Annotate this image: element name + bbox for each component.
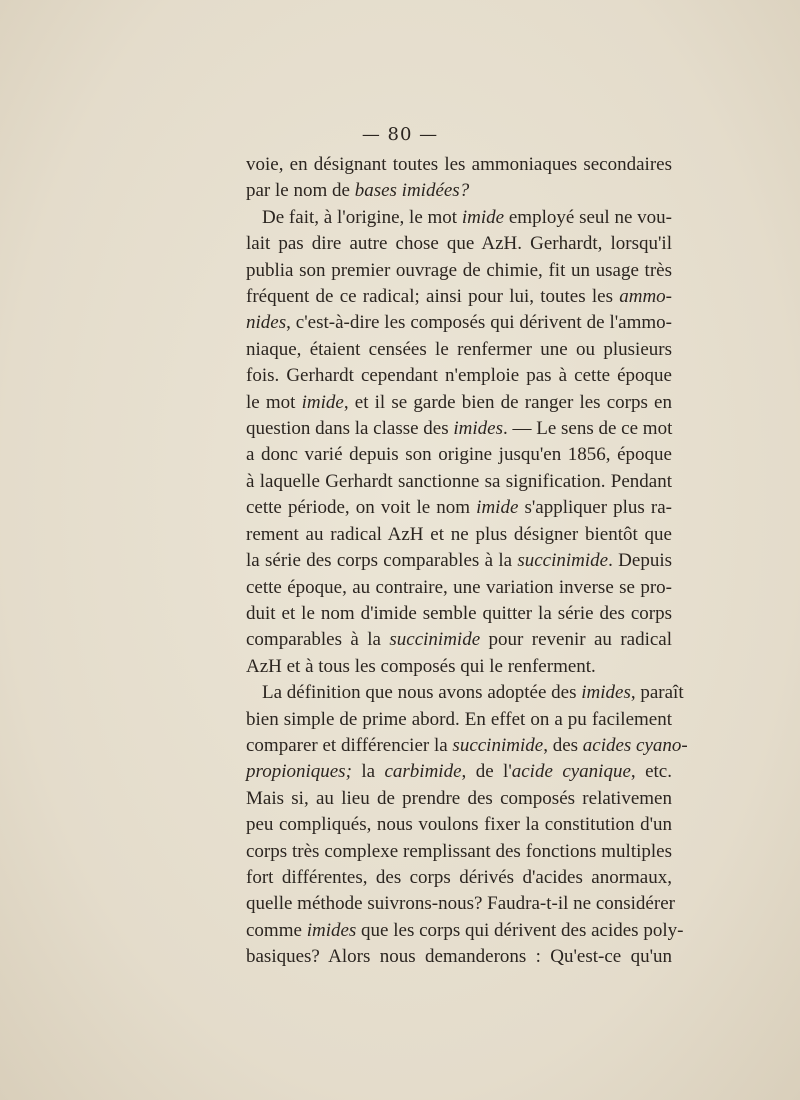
text-run: lait pas dire autre chose que AzH. Gerhardt, lorsqu'il [246,233,672,255]
text-run: voie, en désignant toutes les ammoniaques secondaires [246,154,672,175]
italic-run: imides [581,682,631,704]
text-run: a donc varié depuis son origine jusqu'en 1856, époque [246,444,672,466]
text-run: . — Le sens de ce mot [502,418,673,440]
text-line [246,786,672,812]
text-run: duit et le nom d'imide semble quitter la série des corps [246,602,672,624]
body-text [246,152,688,971]
text-line [246,205,672,231]
italic-run: carbimide [384,761,462,783]
text-line [246,891,675,917]
italic-run: imides [306,919,357,941]
text-run: le mot [246,391,302,413]
text-run: , c'est-à-dire les composés qui dérivent de l'ammo- [286,312,672,334]
text-run: La définition que nous avons adoptée des [262,682,582,704]
text-line [246,680,684,706]
text-run: cette époque, au contraire, une variation inverse se pro- [246,576,672,598]
text-run: comme [246,919,307,941]
text-run: pour revenir au radical [480,629,673,651]
text-line [246,416,672,442]
italic-run: imide [461,206,505,228]
text-line [246,575,672,601]
text-run: peu compliqués, nous voulons fixer la constitution d'un [246,814,672,836]
text-line [246,548,672,574]
text-line [246,759,672,785]
text-run: basiques? Alors nous demanderons : Qu'est-ce qu'un [246,946,672,968]
text-run: rement au radical AzH et ne plus désigner bientôt que [246,523,672,545]
text-line [246,337,672,363]
text-run: Mais si, au lieu de prendre des composés relativemen [246,787,672,809]
text-run: par le nom de [246,180,355,202]
text-line [246,310,672,336]
italic-run: acides cyano- [582,734,688,756]
text-line [246,944,672,970]
text-run: . Depuis [608,550,673,572]
italic-run: ammo- [619,286,672,308]
text-run: employé seul ne vou- [504,206,672,228]
text-line [246,363,672,389]
text-run: comparer et différencier la [246,734,453,756]
text-run: la [351,761,385,783]
text-line [246,495,672,521]
text-run: s'appliquer plus ra- [518,497,672,519]
text-run: fort différentes, des corps dérivés d'acides anormaux, [246,866,672,888]
text-line [246,839,672,865]
italic-run: succinimide [389,629,481,651]
text-line [246,231,672,257]
text-line [246,522,672,548]
text-line [246,258,672,284]
italic-run: bases imidées? [354,180,470,202]
text-run: , etc. [630,761,672,783]
text-run: , et il se garde bien de ranger les corps en [343,391,672,413]
italic-run: imides [453,418,503,440]
text-line [246,152,672,178]
text-run: corps très complexe remplissant des fonctions multiples [246,840,672,862]
text-line [246,178,672,204]
text-line [246,284,672,310]
text-line [246,442,672,468]
text-run: cette période, on voit le nom [246,497,477,519]
text-line [246,601,672,627]
italic-run: imide [476,497,519,519]
text-run: quelle méthode suivrons-nous? Faudra-t-il ne considérer [246,893,675,915]
text-line [246,918,684,944]
italic-run: nides [246,312,287,334]
text-line [246,654,672,680]
text-run: comparables à la [246,629,390,651]
text-line [246,865,672,891]
page-number: — 80 — [361,124,439,145]
text-run: à laquelle Gerhardt sanctionne sa signification. Pendant [246,470,672,492]
text-run: AzH et à tous les composés qui le renferment. [246,655,596,677]
text-run: fréquent de ce radical; ainsi pour lui, toutes les [246,286,620,308]
text-line [246,627,672,653]
italic-run: succinimide [452,734,544,756]
text-run: , paraît [630,682,684,704]
text-line [246,469,672,495]
text-line [246,733,688,759]
text-run: , de l' [461,761,512,783]
text-run: bien simple de prime abord. En effet on a pu facilement [246,708,672,730]
italic-run: propioniques; [246,761,352,783]
text-run: que les corps qui dérivent des acides poly- [356,919,684,941]
text-run: , des [543,734,583,756]
text-line [246,812,672,838]
text-run: De fait, à l'origine, le mot [262,206,462,228]
italic-run: acide cyanique [511,761,631,783]
text-run: niaque, étaient censées le renfermer une ou plusieurs [246,338,672,360]
text-run: publia son premier ouvrage de chimie, fit un usage très [246,259,672,281]
text-run: fois. Gerhardt cependant n'emploie pas à cette époque [246,365,672,387]
italic-run: imide [301,391,344,413]
text-line [246,390,672,416]
text-run: la série des corps comparables à la [246,550,518,572]
text-line [246,707,672,733]
italic-run: succinimide [517,550,609,572]
text-run: question dans la classe des [246,418,454,440]
